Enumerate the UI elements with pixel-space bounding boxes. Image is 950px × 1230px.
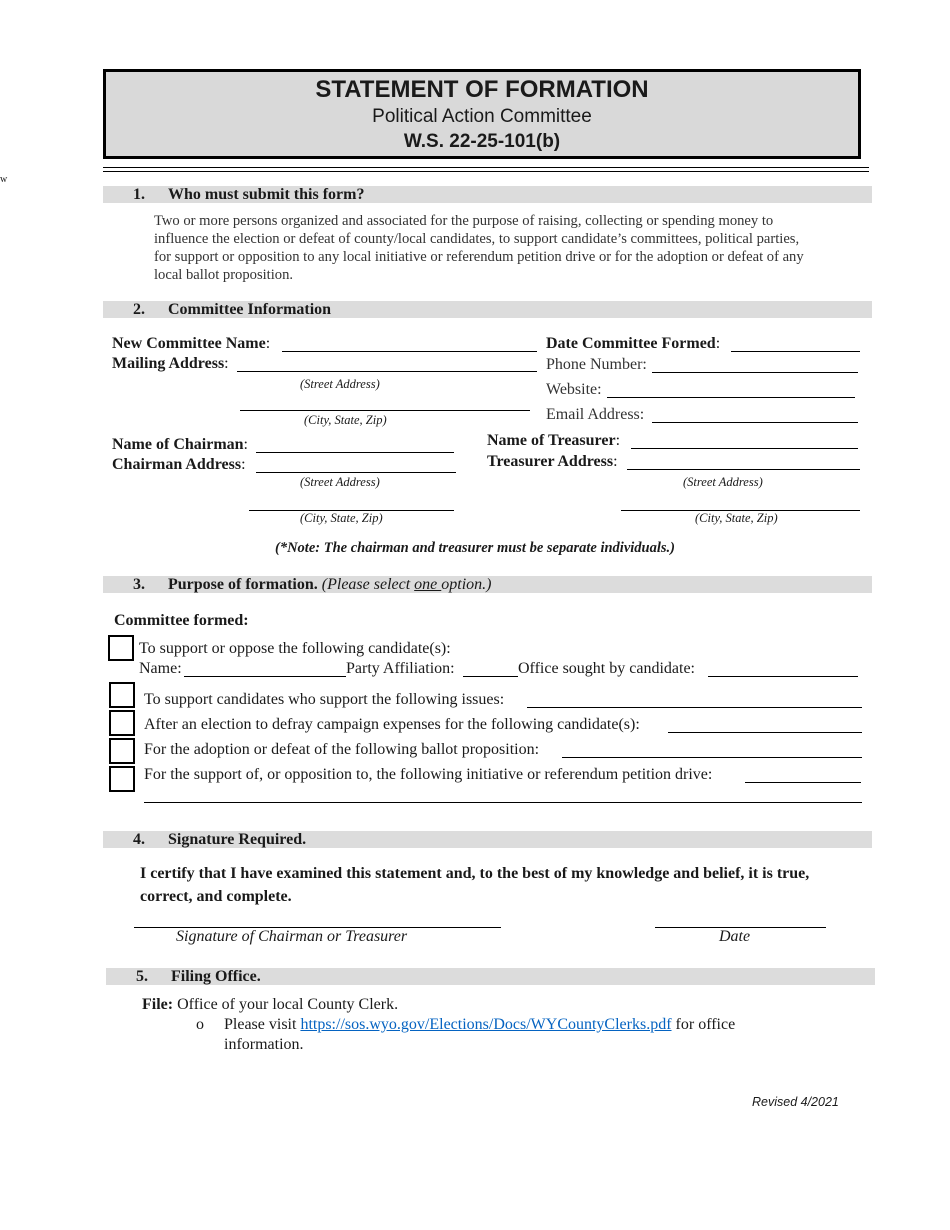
section-3-header	[103, 576, 872, 593]
section-number: 1.	[133, 186, 145, 203]
chairman-address-field[interactable]	[256, 472, 456, 473]
section-4-header	[103, 831, 872, 848]
option-issues-label: To support candidates who support the following issues:	[144, 691, 505, 708]
section-number: 4.	[133, 831, 145, 848]
section-title: Signature Required.	[168, 831, 307, 848]
date-formed-label: Date Committee Formed:	[546, 335, 721, 352]
option-defray-label: After an election to defray campaign expenses for the following candidate(s):	[144, 716, 640, 733]
option-ballot-label: For the adoption or defeat of the following ballot proposition:	[144, 741, 540, 758]
chairman-address-label: Chairman Address:	[112, 456, 246, 473]
section-2-header	[103, 301, 872, 318]
ballot-proposition-field[interactable]	[562, 757, 862, 758]
option-petition-checkbox[interactable]	[109, 766, 135, 792]
email-address-field[interactable]	[652, 422, 858, 423]
section-title: Filing Office.	[171, 968, 261, 985]
certification-statement: I certify that I have examined this statement and, to the best of my knowledge and belief, it is true, correct, and complete.	[140, 865, 810, 905]
signature-caption: Signature of Chairman or Treasurer	[176, 928, 408, 945]
revision-date: Revised 4/2021	[752, 1095, 839, 1109]
treasurer-name-field[interactable]	[631, 448, 858, 449]
treasurer-address-field[interactable]	[627, 469, 860, 470]
new-committee-name-label: New Committee Name:	[112, 335, 271, 352]
treasurer-address-label: Treasurer Address:	[487, 453, 618, 470]
date-formed-field[interactable]	[731, 351, 860, 352]
option-defray-checkbox[interactable]	[109, 710, 135, 736]
mailing-address-label: Mailing Address:	[112, 355, 229, 372]
party-affiliation-field[interactable]	[463, 676, 518, 677]
committee-formed-label: Committee formed:	[114, 612, 249, 629]
petition-drive-field[interactable]	[745, 782, 861, 783]
option-ballot-checkbox[interactable]	[109, 738, 135, 764]
option-issues-checkbox[interactable]	[109, 682, 135, 708]
website-label: Website:	[546, 381, 602, 398]
section-number: 3.	[133, 576, 145, 593]
mailing-address-field[interactable]	[237, 371, 537, 372]
county-clerks-link[interactable]: https://sos.wyo.gov/Elections/Docs/WYCountyClerks.pdf	[300, 1016, 672, 1033]
candidate-name-field[interactable]	[184, 676, 346, 677]
defray-candidates-field[interactable]	[668, 732, 862, 733]
website-field[interactable]	[607, 397, 855, 398]
section-1-header	[103, 186, 872, 203]
divider-top	[103, 167, 869, 168]
party-affiliation-label: Party Affiliation:	[346, 660, 455, 677]
bullet-icon: o	[196, 1016, 204, 1033]
email-address-label: Email Address:	[546, 406, 645, 423]
chairman-name-field[interactable]	[256, 452, 454, 453]
option-candidates-label: To support or oppose the following candidate(s):	[139, 640, 451, 657]
section-number: 5.	[136, 968, 148, 985]
file-instruction: File: Office of your local County Clerk.	[142, 996, 399, 1013]
street-address-caption: (Street Address)	[300, 475, 380, 489]
section-title: Who must submit this form?	[168, 186, 365, 203]
mailing-city-field[interactable]	[240, 410, 530, 411]
name-of-treasurer-label: Name of Treasurer:	[487, 432, 621, 449]
petition-drive-field-continued[interactable]	[144, 802, 862, 803]
section-title: Purpose of formation. (Please select one option.)	[168, 576, 492, 593]
section-1-body: Two or more persons organized and associated for the purpose of raising, collecting or spending money to influence the election or defeat of county/local candidates, to support candidate’s committees, political parties, for support or opposition to any local initiative or referendum petition drive or for the adoption or defeat of any local ballot proposition.	[154, 213, 804, 283]
county-clerks-info: Please visit https://sos.wyo.gov/Elections/Docs/WYCountyClerks.pdf for office information.	[224, 1016, 736, 1053]
new-committee-name-field[interactable]	[282, 351, 537, 352]
candidate-name-label: Name:	[139, 660, 182, 677]
divider-bottom	[103, 171, 869, 172]
street-address-caption: (Street Address)	[683, 475, 763, 489]
section-5-header	[106, 968, 875, 985]
phone-number-label: Phone Number:	[546, 356, 647, 373]
form-title: STATEMENT OF FORMATION	[315, 76, 649, 103]
title-box	[103, 69, 861, 159]
street-address-caption: (Street Address)	[300, 377, 380, 391]
option-petition-label: For the support of, or opposition to, the following initiative or referendum petition drive:	[144, 766, 713, 783]
option-candidates-checkbox[interactable]	[108, 635, 134, 661]
section-title: Committee Information	[168, 301, 332, 318]
date-caption: Date	[719, 928, 751, 945]
select-one-hint: (Please select one option.)	[321, 576, 492, 593]
office-sought-label: Office sought by candidate:	[518, 660, 695, 677]
name-of-chairman-label: Name of Chairman:	[112, 436, 248, 453]
issues-field[interactable]	[527, 707, 862, 708]
section-number: 2.	[133, 301, 145, 318]
phone-number-field[interactable]	[652, 372, 858, 373]
separate-individuals-note: (*Note: The chairman and treasurer must be separate individuals.)	[275, 540, 675, 556]
city-state-zip-caption: (City, State, Zip)	[304, 413, 387, 427]
city-state-zip-caption: (City, State, Zip)	[695, 511, 778, 525]
statute-reference: W.S. 22-25-101(b)	[403, 131, 561, 152]
city-state-zip-caption: (City, State, Zip)	[300, 511, 383, 525]
stray-mark: w	[0, 174, 8, 185]
office-sought-field[interactable]	[708, 676, 858, 677]
form-subtitle: Political Action Committee	[372, 106, 592, 127]
